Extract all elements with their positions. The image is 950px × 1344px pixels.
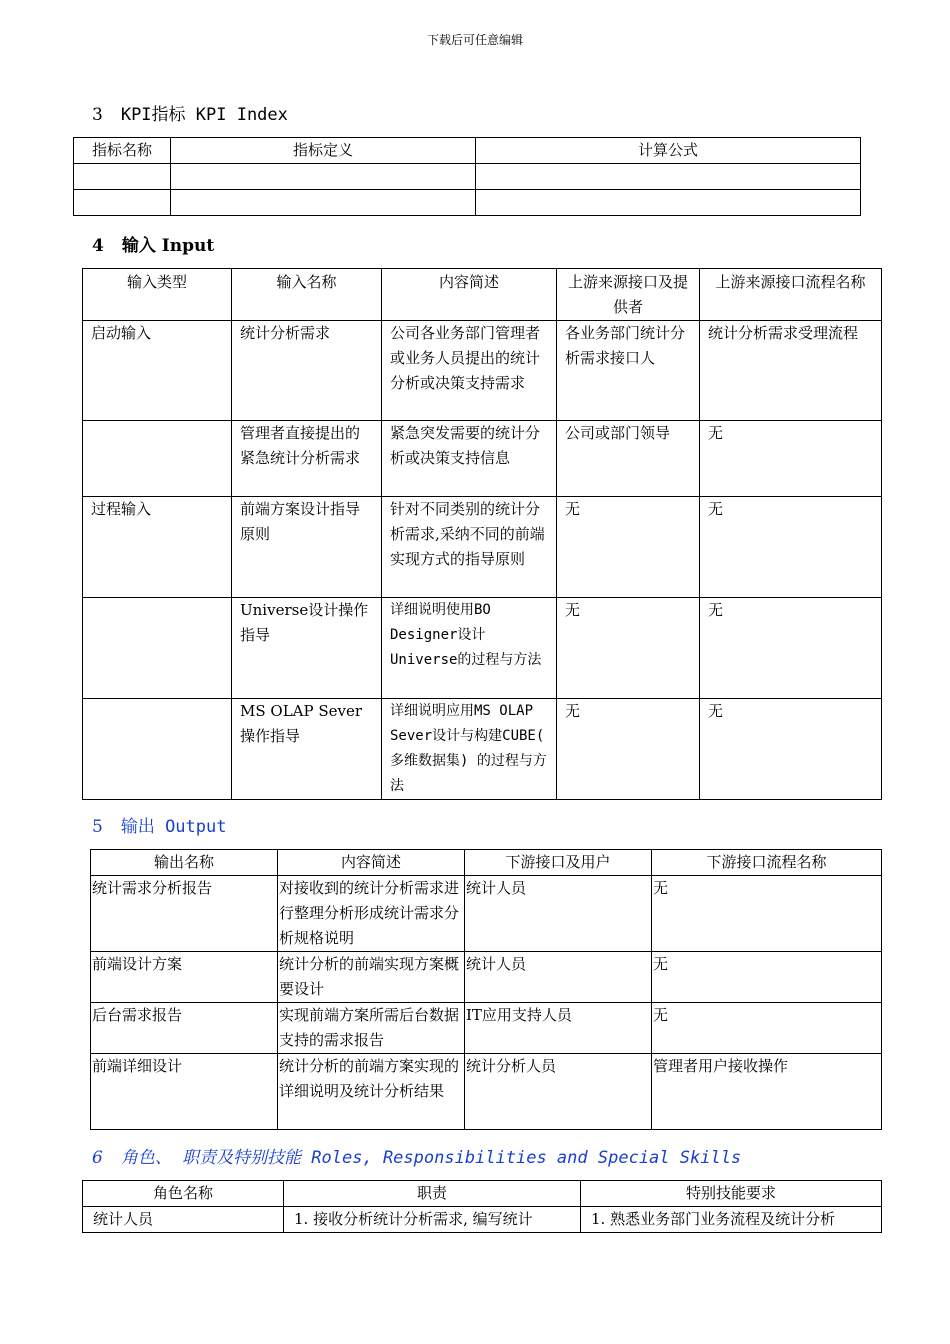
table-cell bbox=[83, 598, 232, 699]
input-table bbox=[82, 268, 882, 800]
roles-table bbox=[82, 1180, 882, 1233]
section-6-heading bbox=[92, 1143, 741, 1168]
table-row bbox=[83, 699, 882, 800]
table-cell: 前端方案设计指导原则 bbox=[232, 497, 382, 598]
table-cell: 统计需求分析报告 bbox=[91, 876, 278, 952]
table-cell: 公司或部门领导 bbox=[557, 421, 700, 497]
kpi-table bbox=[73, 137, 861, 216]
table-cell: 详细说明应用MS OLAP Sever设计与构建CUBE( 多维数据集) 的过程与方法 bbox=[382, 699, 557, 800]
table-cell: 无 bbox=[557, 598, 700, 699]
table-cell: 无 bbox=[652, 1003, 882, 1054]
table-cell: 统计分析的前端方案实现的详细说明及统计分析结果 bbox=[278, 1054, 465, 1130]
table-cell bbox=[171, 190, 476, 216]
section-number: 4 bbox=[92, 236, 104, 256]
section-5-heading bbox=[92, 812, 226, 837]
output-col-name: 输出名称 bbox=[91, 850, 278, 876]
table-cell bbox=[74, 164, 171, 190]
table-cell bbox=[83, 421, 232, 497]
table-cell: Universe设计操作指导 bbox=[232, 598, 382, 699]
table-cell: 后台需求报告 bbox=[91, 1003, 278, 1054]
table-cell: 管理者用户接收操作 bbox=[652, 1054, 882, 1130]
table-cell: 统计分析的前端实现方案概要设计 bbox=[278, 952, 465, 1003]
table-row bbox=[83, 497, 882, 598]
page-header-note: 下载后可任意编辑 bbox=[426, 33, 523, 47]
output-col-downstream-user: 下游接口及用户 bbox=[465, 850, 652, 876]
roles-col-responsibility: 职责 bbox=[284, 1181, 581, 1207]
table-cell: 无 bbox=[652, 952, 882, 1003]
table-row bbox=[91, 876, 882, 952]
kpi-col-definition: 指标定义 bbox=[171, 138, 476, 164]
table-cell: MS OLAP Sever操作指导 bbox=[232, 699, 382, 800]
table-cell: 无 bbox=[652, 876, 882, 952]
input-col-name: 输入名称 bbox=[232, 269, 382, 321]
table-cell: 无 bbox=[700, 699, 882, 800]
table-cell: 统计人员 bbox=[83, 1207, 284, 1233]
table-cell: 实现前端方案所需后台数据支持的需求报告 bbox=[278, 1003, 465, 1054]
input-col-summary: 内容简述 bbox=[382, 269, 557, 321]
output-table bbox=[90, 849, 882, 1130]
section-title: KPI指标 KPI Index bbox=[120, 105, 288, 125]
table-cell: 针对不同类别的统计分析需求,采纳不同的前端实现方式的指导原则 bbox=[382, 497, 557, 598]
table-cell bbox=[74, 190, 171, 216]
table-cell: 紧急突发需要的统计分析或决策支持信息 bbox=[382, 421, 557, 497]
table-cell: 对接收到的统计分析需求进行整理分析形成统计需求分析规格说明 bbox=[278, 876, 465, 952]
section-title: 角色、 职责及特别技能 Roles, Responsibilities and Special Skills bbox=[120, 1148, 742, 1168]
table-cell: 公司各业务部门管理者或业务人员提出的统计分析或决策支持需求 bbox=[382, 321, 557, 421]
table-cell bbox=[171, 164, 476, 190]
output-col-summary: 内容简述 bbox=[278, 850, 465, 876]
table-cell: IT应用支持人员 bbox=[465, 1003, 652, 1054]
input-col-upstream-process: 上游来源接口流程名称 bbox=[700, 269, 882, 321]
table-row bbox=[91, 952, 882, 1003]
table-row bbox=[83, 1207, 882, 1233]
table-row bbox=[74, 190, 861, 216]
table-cell: 无 bbox=[557, 699, 700, 800]
section-4-heading bbox=[92, 231, 214, 256]
input-col-type: 输入类型 bbox=[83, 269, 232, 321]
table-cell: 统计人员 bbox=[465, 876, 652, 952]
table-cell: 无 bbox=[700, 497, 882, 598]
table-cell bbox=[83, 699, 232, 800]
section-number: 5 bbox=[92, 817, 103, 837]
roles-col-skills: 特别技能要求 bbox=[581, 1181, 882, 1207]
table-cell: 1. 熟悉业务部门业务流程及统计分析 bbox=[581, 1207, 882, 1233]
table-row bbox=[83, 598, 882, 699]
section-number: 3 bbox=[92, 105, 103, 125]
table-cell: 管理者直接提出的紧急统计分析需求 bbox=[232, 421, 382, 497]
table-row bbox=[91, 1054, 882, 1130]
table-cell bbox=[476, 190, 861, 216]
table-row bbox=[83, 321, 882, 421]
table-cell: 无 bbox=[700, 598, 882, 699]
table-cell: 各业务部门统计分析需求接口人 bbox=[557, 321, 700, 421]
table-cell: 前端设计方案 bbox=[91, 952, 278, 1003]
table-cell: 前端详细设计 bbox=[91, 1054, 278, 1130]
table-cell: 统计分析需求受理流程 bbox=[700, 321, 882, 421]
table-cell: 统计分析需求 bbox=[232, 321, 382, 421]
table-cell: 1. 接收分析统计分析需求, 编写统计 bbox=[284, 1207, 581, 1233]
section-number: 6 bbox=[92, 1148, 103, 1168]
roles-col-name: 角色名称 bbox=[83, 1181, 284, 1207]
table-row bbox=[91, 1003, 882, 1054]
table-cell: 统计人员 bbox=[465, 952, 652, 1003]
table-row bbox=[83, 421, 882, 497]
section-title: 输入 Input bbox=[121, 236, 215, 256]
output-col-downstream-process: 下游接口流程名称 bbox=[652, 850, 882, 876]
table-cell: 统计分析人员 bbox=[465, 1054, 652, 1130]
section-3-heading bbox=[92, 100, 288, 125]
table-row bbox=[74, 164, 861, 190]
table-cell: 过程输入 bbox=[83, 497, 232, 598]
table-cell: 详细说明使用BO Designer设计Universe的过程与方法 bbox=[382, 598, 557, 699]
table-cell bbox=[476, 164, 861, 190]
table-cell: 无 bbox=[700, 421, 882, 497]
input-col-upstream-provider: 上游来源接口及提供者 bbox=[557, 269, 700, 321]
section-title: 输出 Output bbox=[120, 817, 227, 837]
kpi-col-formula: 计算公式 bbox=[476, 138, 861, 164]
table-cell: 启动输入 bbox=[83, 321, 232, 421]
table-cell: 无 bbox=[557, 497, 700, 598]
kpi-col-name: 指标名称 bbox=[74, 138, 171, 164]
